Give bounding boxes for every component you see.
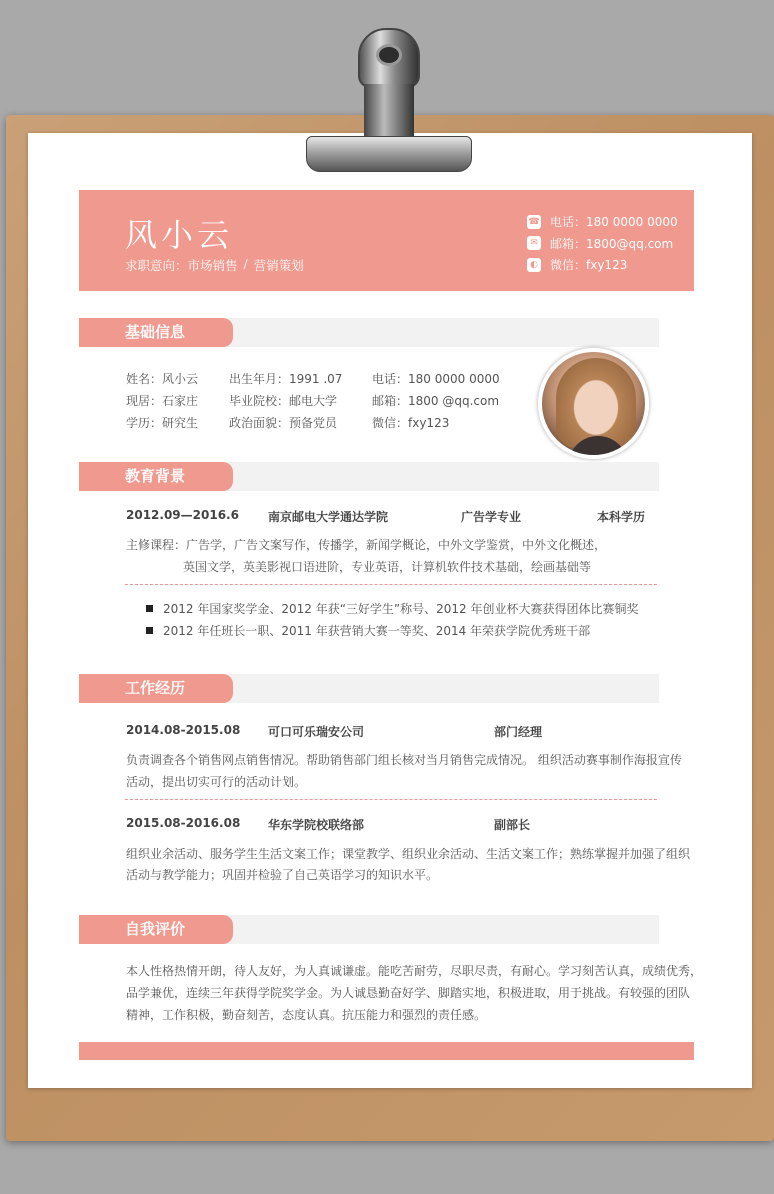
section-self-evaluation: [79, 915, 659, 944]
wechat-icon: ◐: [527, 258, 541, 272]
job-role: 部门经理: [494, 725, 543, 739]
candidate-name: 风小云: [125, 216, 234, 254]
mail-icon: ✉: [527, 236, 541, 250]
section-title-basic: 基础信息: [79, 318, 233, 347]
job-company: 华东学院校联络部: [268, 818, 365, 832]
resume-header: [79, 190, 694, 291]
basic-email: 邮箱：1800 @qq.com: [372, 394, 500, 408]
divider: [125, 799, 657, 800]
self-eval-line1: 本人性格热情开朗，待人友好，为人真诚谦虚。能吃苦耐劳，尽职尽责，有耐心。学习刻苦认真，成绩优秀，: [126, 964, 703, 978]
job-company: 可口可乐瑞安公司: [268, 725, 365, 739]
contact-email: [527, 233, 678, 255]
contact-email-text: 邮箱：1800@qq.com: [550, 236, 674, 251]
section-title-education: 教育背景: [79, 462, 233, 491]
header-contacts: [527, 211, 678, 276]
basic-phone: 电话：180 0000 0000: [372, 372, 500, 386]
self-eval-line3: 精神，工作积极，勤奋刻苦，态度认真。抗压能力和强烈的责任感。: [126, 1008, 487, 1022]
basic-school: 毕业院校：邮电大学: [229, 394, 338, 408]
bullet-icon: [146, 605, 153, 612]
job-period: 2014.08-2015.08: [126, 723, 241, 737]
contact-wechat: [527, 254, 678, 276]
section-work: [79, 674, 659, 703]
objective-separator: /: [243, 256, 248, 271]
self-eval-line2: 品学兼优，连续三年获得学院奖学金。为人诚恳勤奋好学、脚踏实地，积极进取，用于挑战。有较强的团队: [126, 986, 691, 1000]
edu-courses-line1: 主修课程：广告学，广告文案写作，传播学，新闻学概论，中外文学鉴赏，中外文化概述，: [126, 538, 607, 552]
avatar-photo: [538, 348, 649, 459]
footer-bar: [79, 1042, 694, 1060]
basic-birth: 出生年月：1991 .07: [229, 372, 343, 386]
section-title-self: 自我评价: [79, 915, 233, 944]
divider: [125, 584, 657, 585]
edu-courses-line2: 英国文学，英美影视口语进阶，专业英语，计算机软件技术基础，绘画基础等: [183, 560, 592, 574]
contact-wechat-text: 微信：fxy123: [550, 258, 628, 273]
contact-phone-text: 电话：180 0000 0000: [550, 215, 678, 230]
award-item: [146, 600, 639, 617]
job-period: 2015.08-2016.08: [126, 816, 241, 830]
job-role: 副部长: [494, 818, 531, 832]
basic-education: 学历：研究生: [126, 416, 199, 430]
section-title-work: 工作经历: [79, 674, 233, 703]
basic-politics: 政治面貌：预备党员: [229, 416, 338, 430]
edu-major: 广告学专业: [461, 510, 522, 524]
contact-phone: [527, 211, 678, 233]
edu-school: 南京邮电大学通达学院: [268, 510, 389, 524]
bullet-icon: [146, 627, 153, 634]
edu-period: 2012.09—2016.6: [126, 508, 239, 522]
award-text: 2012 年国家奖学金、2012 年获“三好学生”称号、2012 年创业杯大赛获得团体比赛铜奖: [163, 602, 639, 616]
basic-home: 现居：石家庄: [126, 394, 199, 408]
job-desc-line1: 组织业余活动、服务学生生活文案工作；课堂教学、组织业余活动、生活文案工作；熟练掌握并加强了组织: [126, 847, 691, 861]
job-desc-line2: 活动，提出切实可行的活动计划。: [126, 775, 307, 789]
basic-wechat: 微信：fxy123: [372, 416, 450, 430]
binder-clip-icon: [292, 28, 482, 178]
phone-icon: ☎: [528, 216, 540, 227]
edu-degree: 本科学历: [597, 510, 646, 524]
section-basic-info: [79, 318, 659, 347]
basic-name: 姓名：风小云: [126, 372, 199, 386]
objective-primary: 求职意向：市场销售: [125, 258, 238, 273]
award-item: [146, 622, 590, 639]
job-objective: [125, 256, 304, 274]
award-text: 2012 年任班长一职、2011 年获营销大赛一等奖、2014 年荣获学院优秀班干部: [163, 624, 591, 638]
job-desc-line2: 活动与教学能力；巩固并检验了自己英语学习的知识水平。: [126, 868, 439, 882]
job-desc-line1: 负责调查各个销售网点销售情况。帮助销售部门组长核对当月销售完成情况。 组织活动赛事制作海报宣传: [126, 753, 682, 767]
objective-secondary: 营销策划: [253, 258, 304, 273]
section-education: [79, 462, 659, 491]
